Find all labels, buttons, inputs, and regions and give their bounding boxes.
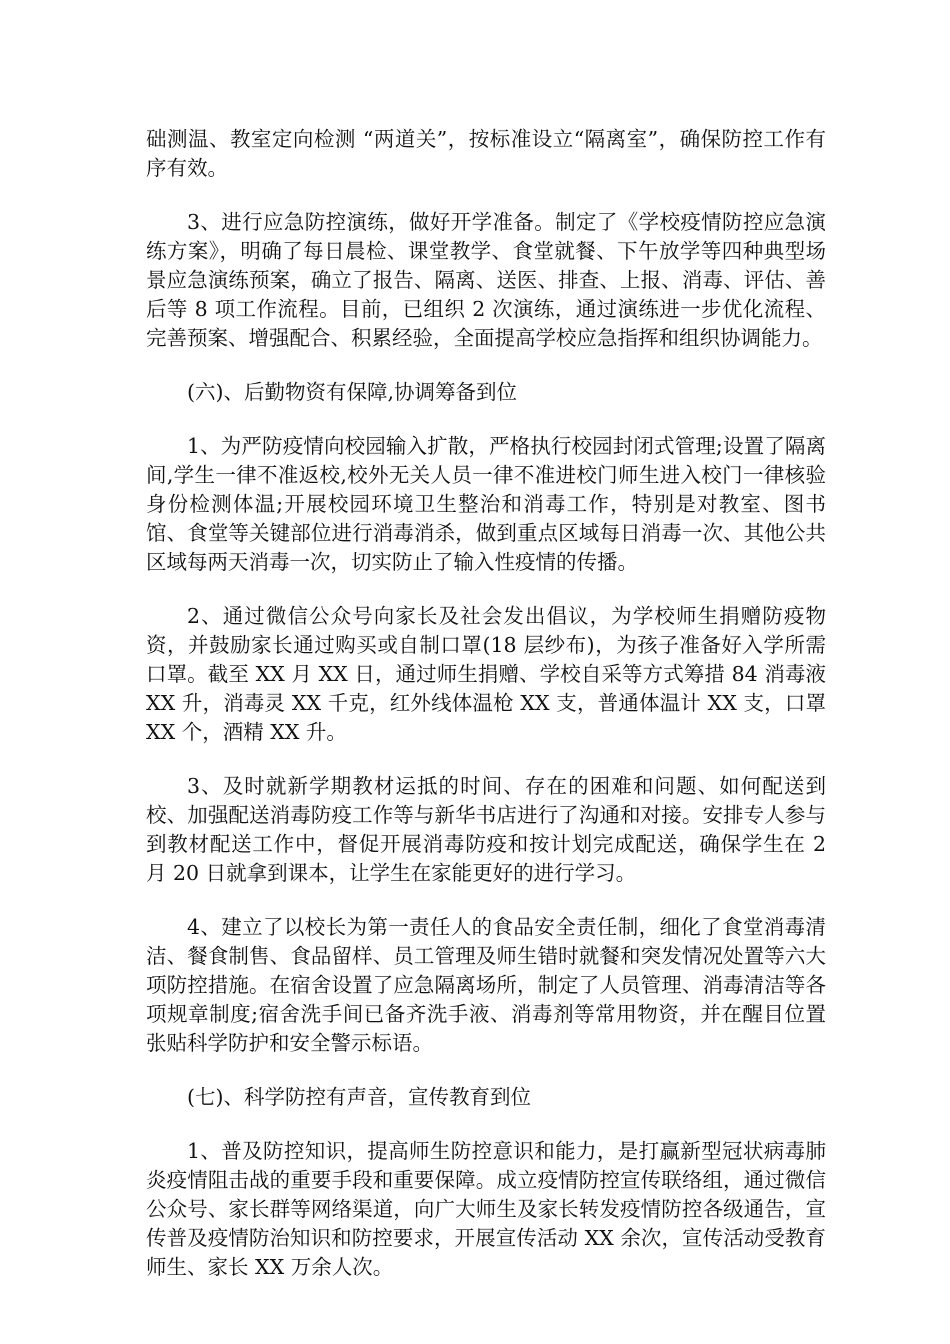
paragraph-supplies: 2、通过微信公众号向家长及社会发出倡议，为学校师生捐赠防疫物资，并鼓励家长通过购买或自制口罩(18 层纱布)，为孩子准备好入学所需口罩。截至 XX 月 XX 日，通过师生捐赠、学校自采等方式筹措 84 消毒液 XX 升，消毒灵 XX 千克，红外线体温枪 XX 支，普通体温计 XX 支，口罩 XX 个，酒精 XX 升。 [146, 604, 826, 744]
paragraph-textbooks: 3、及时就新学期教材运抵的时间、存在的困难和问题、如何配送到校、加强配送消毒防疫工作等与新华书店进行了沟通和对接。安排专人参与到教材配送工作中，督促开展消毒防疫和按计划完成配送，确保学生在 2 月 20 日就拿到课本，让学生在家能更好的进行学习。 [146, 774, 826, 885]
section-heading-logistics: (六)、后勤物资有保障,协调筹备到位 [187, 380, 518, 404]
paragraph-closed-management: 1、为严防疫情向校园输入扩散，严格执行校园封闭式管理;设置了隔离间,学生一律不准返校,校外无关人员一律不准进校门师生进入校门一律核验身份检测体温;开展校园环境卫生整治和消毒工作，特别是对教室、图书馆、食堂等关键部位进行消毒消杀，做到重点区域每日消毒一次、其他公共区域每两天消毒一次，切实防止了输入性疫情的传播。 [146, 434, 826, 574]
paragraph-emergency-drill: 3、进行应急防控演练，做好开学准备。制定了《学校疫情防控应急演练方案》，明确了每日晨检、课堂教学、食堂就餐、下午放学等四种典型场景应急演练预案，确立了报告、隔离、送医、排查、上报、消毒、评估、善后等 8 项工作流程。目前，已组织 2 次演练，通过演练进一步优化流程、完善预案、增强配合、积累经验，全面提高学校应急指挥和组织协调能力。 [146, 210, 826, 350]
document-body [146, 125, 826, 1307]
paragraph-knowledge: 1、普及防控知识，提高师生防控意识和能力，是打赢新型冠状病毒肺炎疫情阻击战的重要手段和重要保障。成立疫情防控宣传联络组，通过微信公众号、家长群等网络渠道，向广大师生及家长转发疫情防控各级通告，宣传普及疫情防治知识和防控要求，开展宣传活动 XX 余次，宣传活动受教育师生、家长 XX 万余人次。 [146, 1139, 826, 1279]
section-heading-publicity: (七)、科学防控有声音，宣传教育到位 [187, 1085, 531, 1109]
paragraph-continued: 础测温、教室定向检测 “两道关”，按标准设立“隔离室”，确保防控工作有序有效。 [146, 127, 826, 180]
paragraph-food-safety: 4、建立了以校长为第一责任人的食品安全责任制，细化了食堂消毒清洁、餐食制售、食品留样、员工管理及师生错时就餐和突发情况处置等六大项防控措施。在宿舍设置了应急隔离场所，制定了人员管理、消毒清洁等各项规章制度;宿舍洗手间已备齐洗手液、消毒剂等常用物资，并在醒目位置张贴科学防护和安全警示标语。 [146, 915, 826, 1055]
